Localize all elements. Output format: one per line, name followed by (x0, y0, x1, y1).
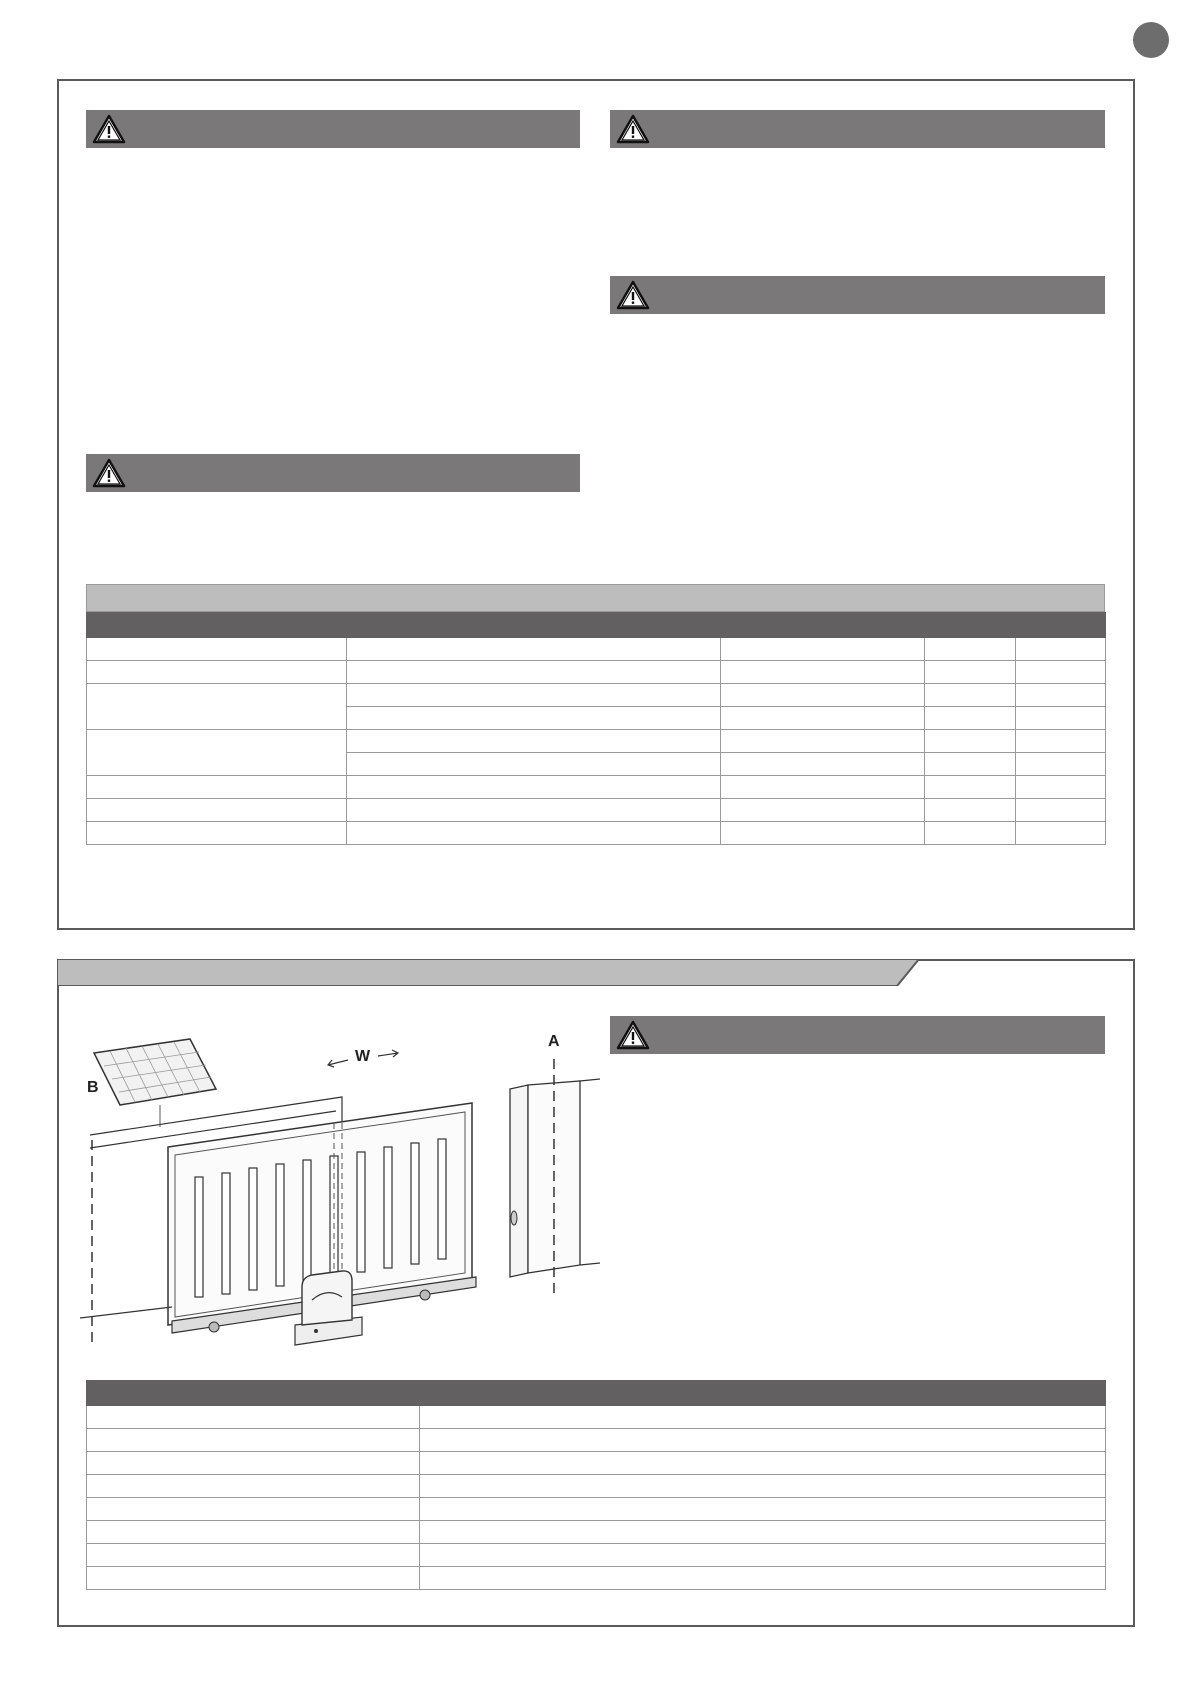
label-b: B (87, 1079, 99, 1096)
warning-bar-5 (610, 1016, 1105, 1054)
warning-triangle-icon (616, 280, 650, 310)
warning-triangle-icon (616, 114, 650, 144)
table-row (87, 822, 1106, 845)
spec-table-header (87, 613, 1106, 638)
table-row (87, 1498, 1106, 1521)
spec-table-title-band (86, 584, 1105, 612)
table-row (87, 776, 1106, 799)
spec-table (86, 612, 1106, 845)
label-a: A (548, 1033, 560, 1050)
gate-motor-icon (295, 1271, 362, 1345)
table-row (87, 799, 1106, 822)
page-number-badge (1133, 22, 1169, 58)
warning-bar-2 (610, 110, 1105, 148)
table-row (87, 1567, 1106, 1590)
sliding-gate-illustration (80, 1025, 600, 1355)
table-row (87, 1544, 1106, 1567)
solar-panel-icon (94, 1039, 216, 1127)
table-row (87, 638, 1106, 661)
section-heading-tab (57, 959, 919, 986)
table-row (87, 1475, 1106, 1498)
table-row (87, 1452, 1106, 1475)
warning-triangle-icon (616, 1020, 650, 1050)
warning-triangle-icon (92, 114, 126, 144)
warning-bar-1 (86, 110, 580, 148)
installation-table (86, 1380, 1106, 1590)
table-row (87, 1521, 1106, 1544)
table-row (87, 684, 1106, 707)
table-row (87, 1429, 1106, 1452)
warning-bar-4 (86, 454, 580, 492)
warning-triangle-icon (92, 458, 126, 488)
label-w: W (355, 1048, 371, 1065)
table-row (87, 661, 1106, 684)
table-row (87, 1406, 1106, 1429)
table-row (87, 730, 1106, 753)
warning-bar-3 (610, 276, 1105, 314)
installation-table-header (87, 1381, 1106, 1406)
